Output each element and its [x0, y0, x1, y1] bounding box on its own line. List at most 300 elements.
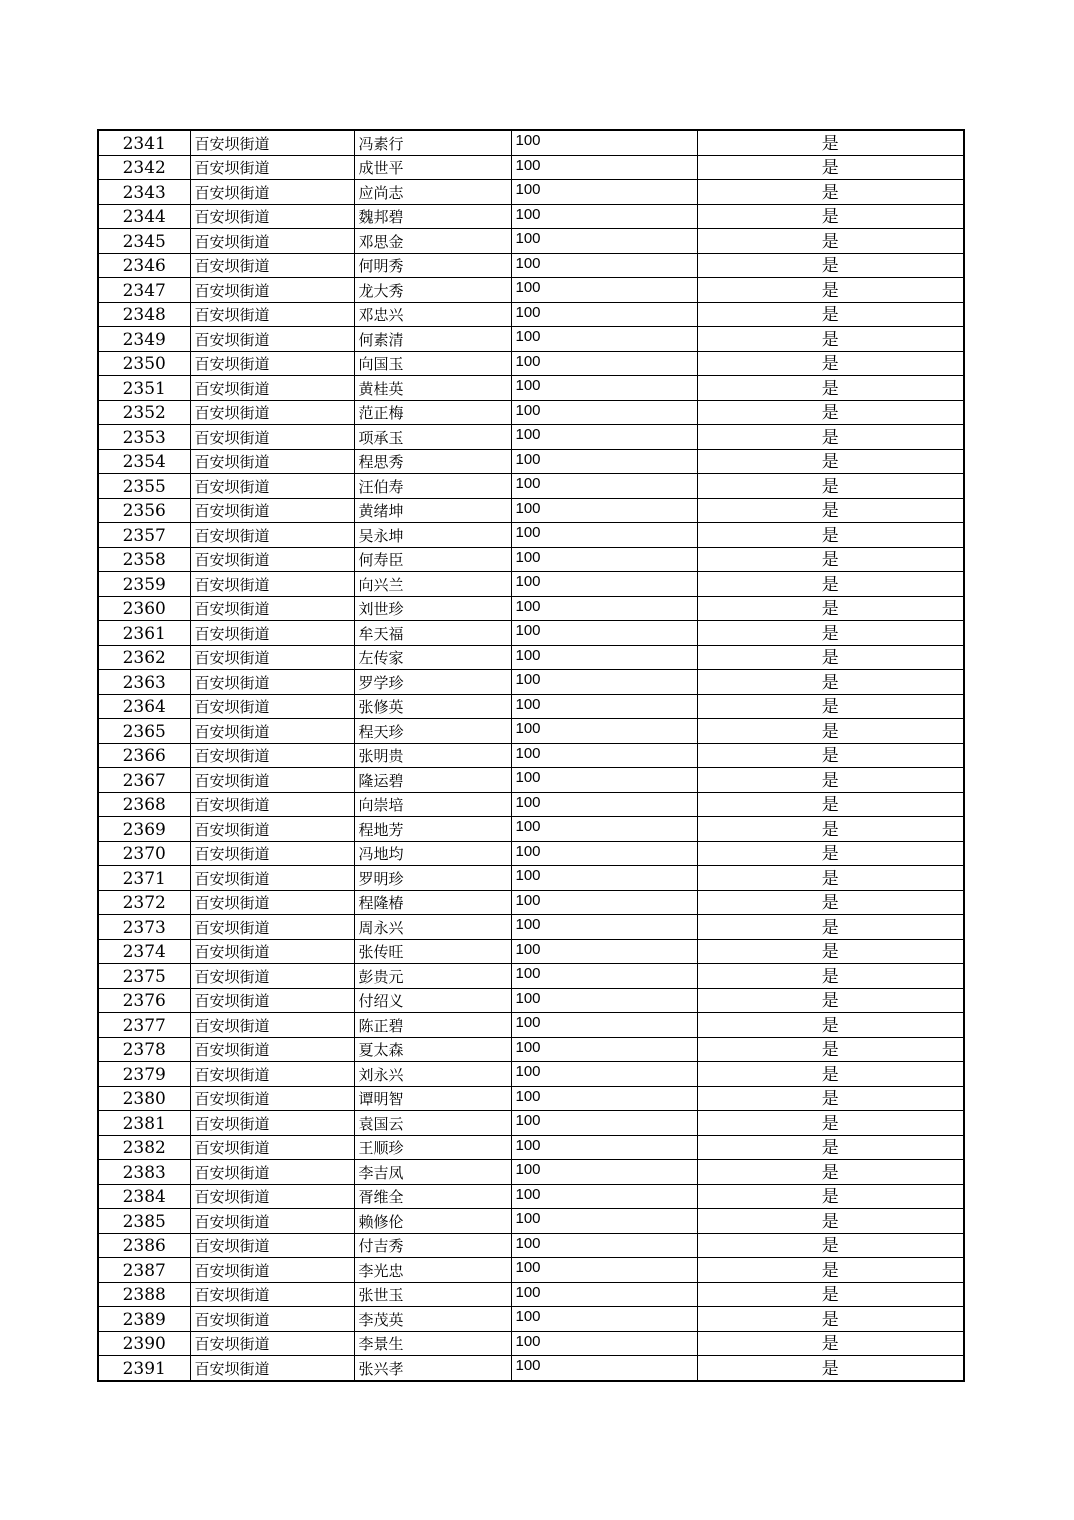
table-row — [98, 327, 964, 352]
status-flag-cell: 是 — [697, 890, 964, 915]
row-number-cell: 2355 — [98, 474, 190, 499]
status-flag-cell: 是 — [697, 204, 964, 229]
row-number-cell: 2374 — [98, 939, 190, 964]
street-cell: 百安坝街道 — [190, 1013, 354, 1038]
status-flag-cell: 是 — [697, 1111, 964, 1136]
status-flag-cell: 是 — [697, 841, 964, 866]
amount-cell: 100 — [511, 1135, 697, 1160]
amount-cell: 100 — [511, 841, 697, 866]
street-cell: 百安坝街道 — [190, 253, 354, 278]
row-number-cell: 2388 — [98, 1282, 190, 1307]
person-name-cell: 张兴孝 — [354, 1356, 511, 1381]
status-flag-cell: 是 — [697, 572, 964, 597]
status-flag-cell: 是 — [697, 376, 964, 401]
row-number-cell: 2344 — [98, 204, 190, 229]
person-name-cell: 成世平 — [354, 155, 511, 180]
status-flag-cell: 是 — [697, 645, 964, 670]
table-row — [98, 719, 964, 744]
person-name-cell: 赖修伦 — [354, 1209, 511, 1234]
row-number-cell: 2361 — [98, 621, 190, 646]
row-number-cell: 2347 — [98, 278, 190, 303]
amount-cell: 100 — [511, 498, 697, 523]
amount-cell: 100 — [511, 229, 697, 254]
table-row — [98, 278, 964, 303]
data-table — [97, 129, 965, 1382]
amount-cell: 100 — [511, 278, 697, 303]
row-number-cell: 2391 — [98, 1356, 190, 1381]
person-name-cell: 张修英 — [354, 694, 511, 719]
person-name-cell: 何寿臣 — [354, 547, 511, 572]
row-number-cell: 2384 — [98, 1184, 190, 1209]
person-name-cell: 胥维全 — [354, 1184, 511, 1209]
status-flag-cell: 是 — [697, 278, 964, 303]
row-number-cell: 2385 — [98, 1209, 190, 1234]
amount-cell: 100 — [511, 547, 697, 572]
amount-cell: 100 — [511, 817, 697, 842]
row-number-cell: 2381 — [98, 1111, 190, 1136]
table-row — [98, 1184, 964, 1209]
status-flag-cell: 是 — [697, 1037, 964, 1062]
street-cell: 百安坝街道 — [190, 400, 354, 425]
person-name-cell: 陈正碧 — [354, 1013, 511, 1038]
person-name-cell: 程天珍 — [354, 719, 511, 744]
amount-cell: 100 — [511, 1258, 697, 1283]
status-flag-cell: 是 — [697, 743, 964, 768]
table-row — [98, 1331, 964, 1356]
person-name-cell: 项承玉 — [354, 425, 511, 450]
status-flag-cell: 是 — [697, 1209, 964, 1234]
table-row — [98, 1086, 964, 1111]
table-row — [98, 1111, 964, 1136]
table-row — [98, 743, 964, 768]
table-row — [98, 988, 964, 1013]
street-cell: 百安坝街道 — [190, 915, 354, 940]
table-row — [98, 253, 964, 278]
person-name-cell: 向国玉 — [354, 351, 511, 376]
amount-cell: 100 — [511, 1013, 697, 1038]
row-number-cell: 2346 — [98, 253, 190, 278]
status-flag-cell: 是 — [697, 498, 964, 523]
table-row — [98, 939, 964, 964]
status-flag-cell: 是 — [697, 253, 964, 278]
amount-cell: 100 — [511, 866, 697, 891]
status-flag-cell: 是 — [697, 1356, 964, 1381]
person-name-cell: 刘永兴 — [354, 1062, 511, 1087]
table-row — [98, 596, 964, 621]
table-row — [98, 425, 964, 450]
row-number-cell: 2358 — [98, 547, 190, 572]
table-row — [98, 547, 964, 572]
street-cell: 百安坝街道 — [190, 425, 354, 450]
table-row — [98, 229, 964, 254]
person-name-cell: 汪伯寿 — [354, 474, 511, 499]
street-cell: 百安坝街道 — [190, 130, 354, 155]
street-cell: 百安坝街道 — [190, 523, 354, 548]
person-name-cell: 隆运碧 — [354, 768, 511, 793]
row-number-cell: 2370 — [98, 841, 190, 866]
status-flag-cell: 是 — [697, 1307, 964, 1332]
amount-cell: 100 — [511, 155, 697, 180]
person-name-cell: 冯素行 — [354, 130, 511, 155]
table-row — [98, 866, 964, 891]
status-flag-cell: 是 — [697, 1282, 964, 1307]
street-cell: 百安坝街道 — [190, 792, 354, 817]
amount-cell: 100 — [511, 302, 697, 327]
amount-cell: 100 — [511, 1282, 697, 1307]
street-cell: 百安坝街道 — [190, 376, 354, 401]
status-flag-cell: 是 — [697, 670, 964, 695]
person-name-cell: 张世玉 — [354, 1282, 511, 1307]
amount-cell: 100 — [511, 253, 697, 278]
amount-cell: 100 — [511, 1062, 697, 1087]
table-row — [98, 1356, 964, 1381]
amount-cell: 100 — [511, 621, 697, 646]
street-cell: 百安坝街道 — [190, 474, 354, 499]
status-flag-cell: 是 — [697, 694, 964, 719]
table-row — [98, 130, 964, 155]
street-cell: 百安坝街道 — [190, 204, 354, 229]
amount-cell: 100 — [511, 792, 697, 817]
status-flag-cell: 是 — [697, 988, 964, 1013]
street-cell: 百安坝街道 — [190, 1160, 354, 1185]
status-flag-cell: 是 — [697, 449, 964, 474]
table-row — [98, 841, 964, 866]
status-flag-cell: 是 — [697, 229, 964, 254]
table-row — [98, 768, 964, 793]
table-row — [98, 645, 964, 670]
amount-cell: 100 — [511, 768, 697, 793]
status-flag-cell: 是 — [697, 915, 964, 940]
street-cell: 百安坝街道 — [190, 817, 354, 842]
status-flag-cell: 是 — [697, 866, 964, 891]
person-name-cell: 魏邦碧 — [354, 204, 511, 229]
table-row — [98, 1258, 964, 1283]
table-row — [98, 1037, 964, 1062]
person-name-cell: 周永兴 — [354, 915, 511, 940]
street-cell: 百安坝街道 — [190, 327, 354, 352]
row-number-cell: 2378 — [98, 1037, 190, 1062]
status-flag-cell: 是 — [697, 547, 964, 572]
row-number-cell: 2342 — [98, 155, 190, 180]
person-name-cell: 罗明珍 — [354, 866, 511, 891]
person-name-cell: 何明秀 — [354, 253, 511, 278]
table-row — [98, 670, 964, 695]
street-cell: 百安坝街道 — [190, 1062, 354, 1087]
status-flag-cell: 是 — [697, 474, 964, 499]
table-row — [98, 204, 964, 229]
amount-cell: 100 — [511, 204, 697, 229]
street-cell: 百安坝街道 — [190, 1135, 354, 1160]
street-cell: 百安坝街道 — [190, 351, 354, 376]
status-flag-cell: 是 — [697, 1160, 964, 1185]
amount-cell: 100 — [511, 130, 697, 155]
row-number-cell: 2383 — [98, 1160, 190, 1185]
table-row — [98, 1282, 964, 1307]
amount-cell: 100 — [511, 719, 697, 744]
table-row — [98, 1160, 964, 1185]
amount-cell: 100 — [511, 327, 697, 352]
amount-cell: 100 — [511, 449, 697, 474]
person-name-cell: 付吉秀 — [354, 1233, 511, 1258]
row-number-cell: 2362 — [98, 645, 190, 670]
street-cell: 百安坝街道 — [190, 449, 354, 474]
row-number-cell: 2354 — [98, 449, 190, 474]
status-flag-cell: 是 — [697, 1086, 964, 1111]
amount-cell: 100 — [511, 376, 697, 401]
status-flag-cell: 是 — [697, 1331, 964, 1356]
status-flag-cell: 是 — [697, 817, 964, 842]
table-row — [98, 964, 964, 989]
amount-cell: 100 — [511, 1331, 697, 1356]
table-row — [98, 915, 964, 940]
amount-cell: 100 — [511, 180, 697, 205]
street-cell: 百安坝街道 — [190, 645, 354, 670]
street-cell: 百安坝街道 — [190, 743, 354, 768]
status-flag-cell: 是 — [697, 596, 964, 621]
person-name-cell: 谭明智 — [354, 1086, 511, 1111]
table-row — [98, 572, 964, 597]
person-name-cell: 牟天福 — [354, 621, 511, 646]
row-number-cell: 2351 — [98, 376, 190, 401]
amount-cell: 100 — [511, 351, 697, 376]
person-name-cell: 张明贵 — [354, 743, 511, 768]
amount-cell: 100 — [511, 915, 697, 940]
person-name-cell: 罗学珍 — [354, 670, 511, 695]
person-name-cell: 邓忠兴 — [354, 302, 511, 327]
status-flag-cell: 是 — [697, 1013, 964, 1038]
amount-cell: 100 — [511, 572, 697, 597]
street-cell: 百安坝街道 — [190, 621, 354, 646]
status-flag-cell: 是 — [697, 1135, 964, 1160]
person-name-cell: 付绍义 — [354, 988, 511, 1013]
person-name-cell: 应尚志 — [354, 180, 511, 205]
person-name-cell: 黄桂英 — [354, 376, 511, 401]
table-row — [98, 449, 964, 474]
street-cell: 百安坝街道 — [190, 596, 354, 621]
amount-cell: 100 — [511, 1233, 697, 1258]
status-flag-cell: 是 — [697, 1233, 964, 1258]
street-cell: 百安坝街道 — [190, 841, 354, 866]
amount-cell: 100 — [511, 890, 697, 915]
street-cell: 百安坝街道 — [190, 988, 354, 1013]
person-name-cell: 何素清 — [354, 327, 511, 352]
table-row — [98, 1233, 964, 1258]
table-row — [98, 1135, 964, 1160]
row-number-cell: 2375 — [98, 964, 190, 989]
status-flag-cell: 是 — [697, 351, 964, 376]
table-row — [98, 694, 964, 719]
street-cell: 百安坝街道 — [190, 768, 354, 793]
street-cell: 百安坝街道 — [190, 180, 354, 205]
row-number-cell: 2372 — [98, 890, 190, 915]
row-number-cell: 2365 — [98, 719, 190, 744]
status-flag-cell: 是 — [697, 939, 964, 964]
amount-cell: 100 — [511, 670, 697, 695]
person-name-cell: 刘世珍 — [354, 596, 511, 621]
row-number-cell: 2341 — [98, 130, 190, 155]
person-name-cell: 程地芳 — [354, 817, 511, 842]
person-name-cell: 张传旺 — [354, 939, 511, 964]
table-row — [98, 817, 964, 842]
table-row — [98, 180, 964, 205]
street-cell: 百安坝街道 — [190, 694, 354, 719]
row-number-cell: 2369 — [98, 817, 190, 842]
row-number-cell: 2360 — [98, 596, 190, 621]
person-name-cell: 向兴兰 — [354, 572, 511, 597]
street-cell: 百安坝街道 — [190, 1209, 354, 1234]
amount-cell: 100 — [511, 1184, 697, 1209]
row-number-cell: 2377 — [98, 1013, 190, 1038]
table-row — [98, 376, 964, 401]
person-name-cell: 袁国云 — [354, 1111, 511, 1136]
row-number-cell: 2343 — [98, 180, 190, 205]
status-flag-cell: 是 — [697, 327, 964, 352]
street-cell: 百安坝街道 — [190, 670, 354, 695]
street-cell: 百安坝街道 — [190, 229, 354, 254]
person-name-cell: 夏太森 — [354, 1037, 511, 1062]
table-row — [98, 1062, 964, 1087]
person-name-cell: 龙大秀 — [354, 278, 511, 303]
row-number-cell: 2345 — [98, 229, 190, 254]
row-number-cell: 2373 — [98, 915, 190, 940]
table-body — [98, 130, 964, 1381]
row-number-cell: 2390 — [98, 1331, 190, 1356]
status-flag-cell: 是 — [697, 155, 964, 180]
amount-cell: 100 — [511, 694, 697, 719]
status-flag-cell: 是 — [697, 180, 964, 205]
street-cell: 百安坝街道 — [190, 1111, 354, 1136]
table-row — [98, 1013, 964, 1038]
row-number-cell: 2386 — [98, 1233, 190, 1258]
status-flag-cell: 是 — [697, 130, 964, 155]
street-cell: 百安坝街道 — [190, 939, 354, 964]
person-name-cell: 左传家 — [354, 645, 511, 670]
row-number-cell: 2363 — [98, 670, 190, 695]
row-number-cell: 2356 — [98, 498, 190, 523]
table-row — [98, 474, 964, 499]
status-flag-cell: 是 — [697, 768, 964, 793]
amount-cell: 100 — [511, 596, 697, 621]
person-name-cell: 王顺珍 — [354, 1135, 511, 1160]
street-cell: 百安坝街道 — [190, 1233, 354, 1258]
amount-cell: 100 — [511, 1037, 697, 1062]
street-cell: 百安坝街道 — [190, 1282, 354, 1307]
row-number-cell: 2376 — [98, 988, 190, 1013]
amount-cell: 100 — [511, 743, 697, 768]
row-number-cell: 2359 — [98, 572, 190, 597]
street-cell: 百安坝街道 — [190, 572, 354, 597]
person-name-cell: 李光忠 — [354, 1258, 511, 1283]
amount-cell: 100 — [511, 474, 697, 499]
person-name-cell: 程思秀 — [354, 449, 511, 474]
street-cell: 百安坝街道 — [190, 1258, 354, 1283]
amount-cell: 100 — [511, 400, 697, 425]
street-cell: 百安坝街道 — [190, 302, 354, 327]
row-number-cell: 2349 — [98, 327, 190, 352]
status-flag-cell: 是 — [697, 302, 964, 327]
person-name-cell: 冯地均 — [354, 841, 511, 866]
row-number-cell: 2389 — [98, 1307, 190, 1332]
row-number-cell: 2387 — [98, 1258, 190, 1283]
status-flag-cell: 是 — [697, 719, 964, 744]
street-cell: 百安坝街道 — [190, 1037, 354, 1062]
amount-cell: 100 — [511, 645, 697, 670]
table-row — [98, 400, 964, 425]
status-flag-cell: 是 — [697, 1258, 964, 1283]
street-cell: 百安坝街道 — [190, 866, 354, 891]
status-flag-cell: 是 — [697, 523, 964, 548]
street-cell: 百安坝街道 — [190, 1356, 354, 1381]
amount-cell: 100 — [511, 425, 697, 450]
person-name-cell: 范正梅 — [354, 400, 511, 425]
row-number-cell: 2357 — [98, 523, 190, 548]
status-flag-cell: 是 — [697, 1184, 964, 1209]
person-name-cell: 李茂英 — [354, 1307, 511, 1332]
status-flag-cell: 是 — [697, 400, 964, 425]
amount-cell: 100 — [511, 1356, 697, 1381]
status-flag-cell: 是 — [697, 964, 964, 989]
person-name-cell: 向崇培 — [354, 792, 511, 817]
amount-cell: 100 — [511, 1160, 697, 1185]
amount-cell: 100 — [511, 1111, 697, 1136]
amount-cell: 100 — [511, 988, 697, 1013]
amount-cell: 100 — [511, 523, 697, 548]
street-cell: 百安坝街道 — [190, 498, 354, 523]
table-row — [98, 890, 964, 915]
row-number-cell: 2379 — [98, 1062, 190, 1087]
person-name-cell: 邓思金 — [354, 229, 511, 254]
table-row — [98, 792, 964, 817]
status-flag-cell: 是 — [697, 425, 964, 450]
row-number-cell: 2353 — [98, 425, 190, 450]
street-cell: 百安坝街道 — [190, 1331, 354, 1356]
row-number-cell: 2368 — [98, 792, 190, 817]
person-name-cell: 彭贵元 — [354, 964, 511, 989]
table-row — [98, 351, 964, 376]
status-flag-cell: 是 — [697, 1062, 964, 1087]
table-row — [98, 498, 964, 523]
table-row — [98, 1209, 964, 1234]
street-cell: 百安坝街道 — [190, 278, 354, 303]
status-flag-cell: 是 — [697, 792, 964, 817]
amount-cell: 100 — [511, 1209, 697, 1234]
row-number-cell: 2380 — [98, 1086, 190, 1111]
person-name-cell: 李吉凤 — [354, 1160, 511, 1185]
street-cell: 百安坝街道 — [190, 155, 354, 180]
row-number-cell: 2352 — [98, 400, 190, 425]
person-name-cell: 黄绪坤 — [354, 498, 511, 523]
person-name-cell: 吴永坤 — [354, 523, 511, 548]
amount-cell: 100 — [511, 939, 697, 964]
street-cell: 百安坝街道 — [190, 1184, 354, 1209]
amount-cell: 100 — [511, 1086, 697, 1111]
street-cell: 百安坝街道 — [190, 964, 354, 989]
person-name-cell: 程隆椿 — [354, 890, 511, 915]
row-number-cell: 2371 — [98, 866, 190, 891]
amount-cell: 100 — [511, 964, 697, 989]
row-number-cell: 2366 — [98, 743, 190, 768]
table-row — [98, 1307, 964, 1332]
table-row — [98, 302, 964, 327]
row-number-cell: 2367 — [98, 768, 190, 793]
street-cell: 百安坝街道 — [190, 890, 354, 915]
table-row — [98, 155, 964, 180]
row-number-cell: 2382 — [98, 1135, 190, 1160]
street-cell: 百安坝街道 — [190, 547, 354, 572]
row-number-cell: 2364 — [98, 694, 190, 719]
row-number-cell: 2348 — [98, 302, 190, 327]
status-flag-cell: 是 — [697, 621, 964, 646]
